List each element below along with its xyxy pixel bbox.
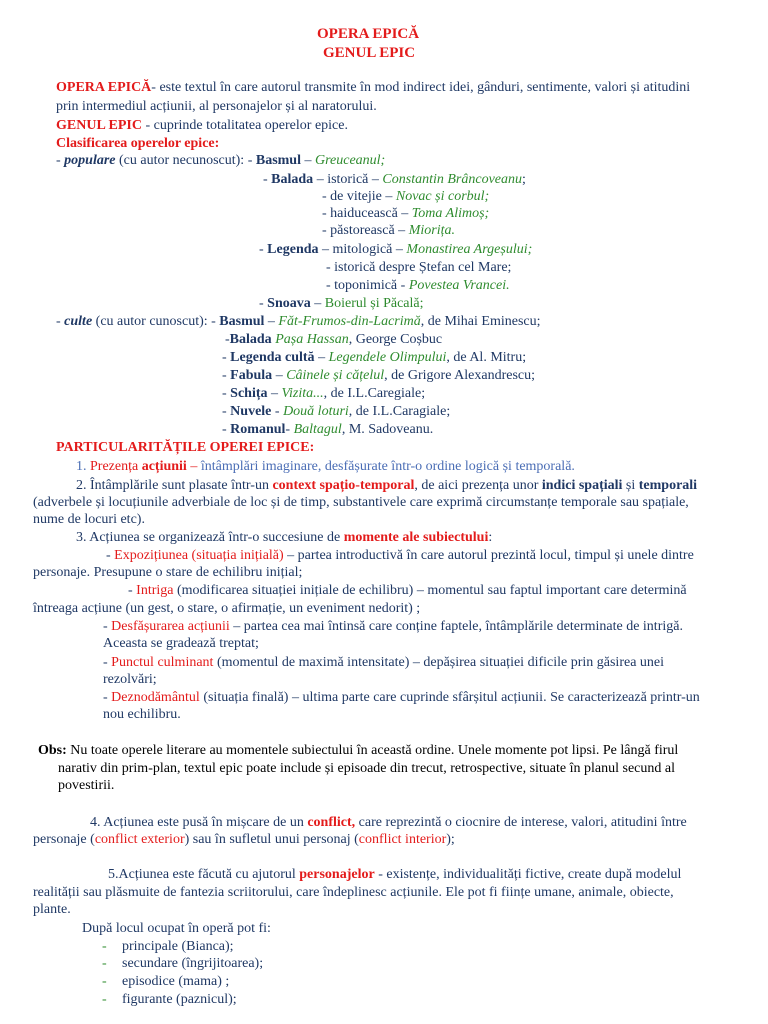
term: OPERA EPICĂ: [56, 80, 152, 95]
moment-punct-culminant-cont: rezolvări;: [103, 672, 157, 687]
populare-balada: - Balada – istorică – Constantin Brâncoveanu;: [263, 172, 526, 187]
page-subtitle: GENUL EPIC: [323, 45, 416, 61]
culte-romanul: - Romanul- Baltagul, M. Sadoveanu.: [222, 422, 434, 437]
point-2-cont: (adverbele și locuțiunile adverbiale de loc și de timp, substantivele care exprimă circumstanțe temporale sau spațiale,: [33, 495, 689, 510]
culte-nuvele: - Nuvele - Două loturi, de I.L.Caragiale;: [222, 404, 451, 419]
list-item: - secundare (îngrijitoarea);: [102, 956, 264, 971]
obs-note-cont2: povestirii.: [58, 778, 115, 793]
moment-desfasurare: - Desfășurarea acțiunii – partea cea mai întinsă care conține faptele, întâmplările determinate de intrigă.: [103, 619, 683, 634]
culte-schita: - Schița – Vizita..., de I.L.Caregiale;: [222, 386, 426, 401]
text: - este textul în care autorul transmite în mod indirect idei, gânduri, sentimente, valori și atitudini: [151, 80, 691, 95]
moment-desfasurare-cont: Aceasta se gradează treptat;: [103, 636, 259, 651]
moment-punct-culminant: - Punctul culminant (momentul de maximă intensitate) – depășirea situației dificile prin găsirea unei: [103, 655, 665, 670]
culte-balada: -Balada Pașa Hassan, George Coșbuc: [225, 332, 443, 347]
text: - cuprinde totalitatea operelor epice.: [141, 118, 348, 133]
list-item: - principale (Bianca);: [102, 939, 234, 954]
culte-fabula: - Fabula – Câinele și cățelul, de Grigore Alexandrescu;: [222, 368, 536, 383]
populare-legenda-istorica: - istorică despre Ștefan cel Mare;: [326, 260, 512, 275]
obs-note-cont: narativ din prim-plan, textul epic poate include și episoade din trecut, retrospective, situate în planul secund al: [58, 761, 675, 776]
moment-deznodamant: - Deznodământul (situația finală) – ultima parte care cuprinde sfârșitul acțiunii. Se caracterizează printr-un: [103, 690, 700, 705]
populare-legenda: - Legenda – mitologică – Monastirea Argeșului;: [259, 242, 533, 257]
populare-balada-pastoreasca: - păstorească – Miorița.: [322, 223, 455, 238]
moment-expozitiune: - Expozițiunea (situația inițială) – partea introductivă în care autorul prezintă locul, timpul și unele dintre: [106, 548, 694, 563]
point-2-cont2: nume de locuri etc).: [33, 512, 145, 527]
list-item: - figurante (paznicul);: [102, 992, 237, 1007]
term: GENUL EPIC: [56, 118, 142, 133]
obs-note: Obs: Nu toate operele literare au momentele subiectului în această ordine. Unele momente pot lipsi. Pe lângă firul: [38, 743, 679, 758]
list-item: - episodice (mama) ;: [102, 974, 230, 989]
populare-basm: - populare (cu autor necunoscut): - Basmul – Greuceanul;: [56, 153, 386, 168]
moment-deznodamant-cont: nou echilibru.: [103, 707, 181, 722]
culte-legenda: - Legenda cultă – Legendele Olimpului, de Al. Mitru;: [222, 350, 527, 365]
point-5-cont: realității sau plăsmuite de fantezia scriitorului, care îndeplinesc acțiunile. Ele pot fi ființe umane, animale, obiecte,: [33, 885, 674, 900]
point-5: 5.Acțiunea este făcută cu ajutorul personajelor - existențe, individualități fictive, create după modelul: [108, 867, 682, 882]
def-genul-epic: [56, 117, 348, 134]
heading-particularitati: PARTICULARITĂȚILE OPEREI EPICE:: [56, 440, 315, 455]
populare-balada-vitejie: - de vitejie – Novac și corbul;: [322, 189, 490, 204]
point-4: 4. Acțiunea este pusă în mișcare de un conflict, care reprezintă o ciocnire de interese, valori, atitudini între: [90, 815, 687, 830]
populare-snoava: - Snoava – Boierul și Păcală;: [259, 296, 424, 311]
heading-clasificare: Clasificarea operelor epice:: [56, 136, 220, 151]
populare-balada-haiduceasca: - haiducească – Toma Alimoș;: [322, 206, 490, 221]
point-2: 2. Întâmplările sunt plasate într-un context spațio-temporal, de aici prezența unor indici spațiali și temporali: [76, 478, 698, 493]
point-5-roles-intro: După locul ocupat în operă pot fi:: [82, 921, 271, 936]
def-opera-epica-cont: prin intermediul acțiunii, al personajelor și al naratorului.: [56, 99, 377, 114]
point-1: 1. Prezența acțiunii – întâmplări imaginare, desfășurate într-o ordine logică și temporală.: [76, 459, 575, 474]
culte-basm: - culte (cu autor cunoscut): - Basmul – Făt-Frumos-din-Lacrimă, de Mihai Eminescu;: [56, 314, 541, 329]
point-3: 3. Acțiunea se organizează într-o succesiune de momente ale subiectului:: [76, 530, 493, 545]
moment-intriga-cont: întreaga acțiune (un gest, o stare, o afirmație, un eveniment nedorit) ;: [33, 601, 421, 616]
point-4-cont: personaje (conflict exterior) sau în sufletul unui personaj (conflict interior);: [33, 832, 455, 847]
moment-intriga: - Intriga (modificarea situației inițiale de echilibru) – momentul sau faptul important care determină: [128, 583, 687, 598]
page-title: OPERA EPICĂ: [317, 26, 420, 42]
populare-legenda-toponimica: - toponimică - Povestea Vrancei.: [326, 278, 510, 293]
moment-expozitiune-cont: personaje. Presupune o stare de echilibru inițial;: [33, 565, 303, 580]
point-5-cont2: plante.: [33, 902, 71, 917]
def-opera-epica: [56, 79, 690, 96]
